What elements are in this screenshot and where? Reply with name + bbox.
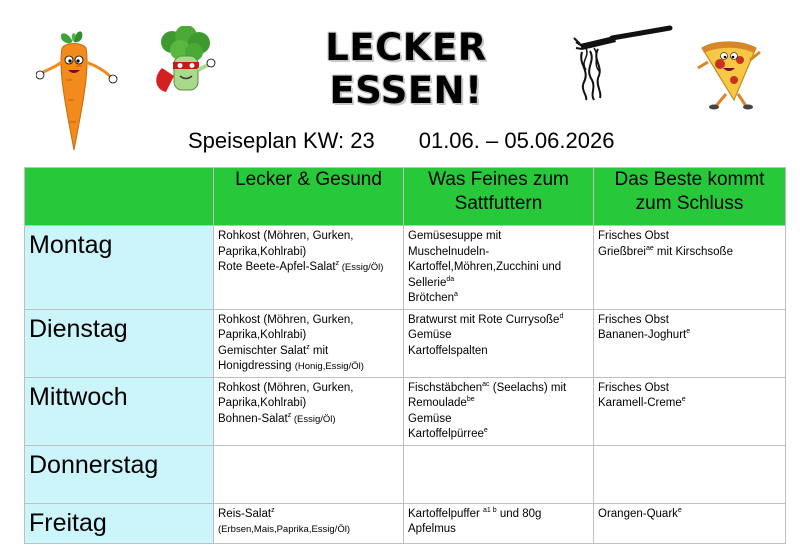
- menu-text: Frisches Obst: [598, 313, 669, 326]
- menu-cell-beste: [594, 309, 786, 377]
- menu-cell-lecker: [214, 377, 404, 445]
- allergen-code: a1 b: [483, 506, 497, 514]
- menu-line: [408, 344, 590, 360]
- menu-line: [218, 412, 400, 428]
- menu-text: Rohkost (Möhren, Gurken,: [218, 313, 354, 326]
- broccoli-superhero-icon: [152, 26, 218, 98]
- menu-text: Kartoffelpürree: [408, 428, 484, 440]
- menu-line: [218, 229, 400, 245]
- menu-cell-beste: [594, 226, 786, 310]
- menu-text: Gemüse: [408, 412, 452, 425]
- menu-line: [408, 291, 590, 307]
- header-cell-beste: Das Beste kommt zum Schluss: [594, 168, 786, 226]
- menu-cell-beste: [594, 377, 786, 445]
- menu-line: [598, 381, 782, 397]
- menu-text: Rohkost (Möhren, Gurken,: [218, 230, 354, 242]
- menu-line: [408, 396, 590, 412]
- page-header: [0, 0, 800, 160]
- table-row: [25, 226, 786, 310]
- menu-line: [598, 229, 782, 245]
- day-cell: Montag: [25, 226, 214, 310]
- allergen-code: d: [559, 312, 564, 320]
- menu-line: [218, 344, 400, 360]
- menu-text: Kartoffelpuffer: [408, 507, 484, 520]
- menu-line: [408, 412, 590, 428]
- day-cell: Mittwoch: [25, 377, 214, 445]
- header-cell-feines: Was Feines zum Sattfuttern: [404, 168, 594, 226]
- menu-text: Brötchen: [408, 292, 455, 304]
- allergen-code: z: [306, 343, 310, 351]
- menu-text: (Seelachs) mit: [489, 381, 567, 394]
- menu-text: Gemüse: [408, 329, 452, 341]
- menu-line: [218, 260, 400, 276]
- menu-cell-feines: [404, 377, 594, 445]
- allergen-code: ac: [482, 380, 490, 388]
- plan-subtitle: [188, 128, 614, 154]
- menu-line: [408, 245, 590, 261]
- pizza-mascot-icon: [694, 38, 764, 112]
- menu-text: Gemischter Salat: [218, 344, 307, 357]
- menu-text: Kartoffel,Möhren,Zucchini und: [408, 261, 562, 273]
- menu-text: Remoulade: [408, 397, 467, 409]
- menu-text: Frisches Obst: [598, 230, 669, 242]
- menu-line: [218, 507, 400, 523]
- menu-line: [408, 276, 590, 292]
- menu-text: Grießbrei: [598, 245, 646, 258]
- menu-line: [218, 381, 400, 397]
- fork-spaghetti-icon: [570, 24, 674, 102]
- menu-line: [598, 245, 782, 261]
- day-cell: Donnerstag: [25, 445, 214, 503]
- menu-text: mit: [309, 344, 329, 357]
- table-row: [25, 377, 786, 445]
- menu-text: Karamell-Creme: [598, 397, 682, 409]
- menu-text: Bratwurst mit Rote Currysoße: [408, 313, 560, 326]
- menu-text: Rohkost (Möhren, Gurken,: [218, 381, 354, 394]
- menu-cell-feines: [404, 309, 594, 377]
- menu-line: [408, 507, 590, 523]
- menu-line: [598, 328, 782, 344]
- allergen-code: z: [271, 506, 275, 514]
- menu-line: [218, 313, 400, 329]
- menu-text: Paprika,Kohlrabi): [218, 329, 307, 341]
- menu-text: Rote Beete-Apfel-Salat: [218, 261, 336, 273]
- menu-cell-lecker: [214, 445, 404, 503]
- menu-text: Reis-Salat: [218, 507, 272, 520]
- menu-text: Muschelnudeln-: [408, 245, 490, 258]
- menu-cell-beste: [594, 503, 786, 543]
- plan-week-label: Speiseplan KW: 23: [188, 128, 375, 153]
- allergen-code: ae: [645, 244, 654, 252]
- menu-line: [408, 522, 590, 538]
- day-cell: Dienstag: [25, 309, 214, 377]
- menu-note: (Erbsen,Mais,Paprika,Essig/Öl): [218, 524, 350, 535]
- allergen-code: da: [446, 275, 455, 283]
- menu-line: [218, 396, 400, 412]
- menu-text: mit Kirschsoße: [653, 245, 733, 258]
- menu-line: [598, 507, 782, 523]
- menu-line: [408, 229, 590, 245]
- menu-line: [408, 427, 590, 443]
- menu-table: [24, 167, 786, 544]
- allergen-code: e: [677, 506, 682, 514]
- menu-text: Kartoffelspalten: [408, 344, 488, 357]
- menu-text: Fischstäbchen: [408, 381, 483, 394]
- menu-line: [598, 396, 782, 412]
- table-row: [25, 445, 786, 503]
- header-cell-lecker: Lecker & Gesund: [214, 168, 404, 226]
- menu-text: Frisches Obst: [598, 381, 669, 394]
- menu-line: [218, 522, 400, 538]
- menu-cell-lecker: [214, 226, 404, 310]
- menu-cell-feines: [404, 445, 594, 503]
- menu-note: (Essig/Öl): [291, 413, 336, 425]
- menu-line: [408, 381, 590, 397]
- menu-cell-lecker: [214, 503, 404, 543]
- menu-text: Paprika,Kohlrabi): [218, 245, 307, 258]
- menu-text: Bohnen-Salat: [218, 412, 288, 425]
- menu-text: Gemüsesuppe mit: [408, 230, 502, 242]
- menu-text: Honigdressing: [218, 360, 295, 372]
- menu-text: Orangen-Quark: [598, 507, 678, 520]
- menu-text: Apfelmus: [408, 523, 456, 535]
- plan-date-range: 01.06. – 05.06.2026: [418, 128, 615, 153]
- day-cell: Freitag: [25, 503, 214, 543]
- allergen-code: e: [483, 427, 488, 435]
- allergen-code: be: [466, 396, 475, 404]
- menu-line: [408, 328, 590, 344]
- menu-text: und 80g: [496, 507, 542, 520]
- header-cell-empty: [25, 168, 214, 226]
- menu-line: [408, 313, 590, 329]
- table-row: [25, 503, 786, 543]
- menu-text: Sellerie: [408, 276, 447, 289]
- menu-cell-lecker: [214, 309, 404, 377]
- allergen-code: e: [681, 396, 686, 404]
- menu-cell-beste: [594, 445, 786, 503]
- menu-line: [218, 359, 400, 375]
- menu-text: Paprika,Kohlrabi): [218, 397, 307, 409]
- menu-line: [598, 313, 782, 329]
- menu-cell-feines: [404, 503, 594, 543]
- page-title: LECKER ESSEN!: [325, 26, 487, 112]
- menu-line: [408, 260, 590, 276]
- menu-line: [218, 328, 400, 344]
- menu-cell-feines: [404, 226, 594, 310]
- menu-text: Bananen-Joghurt: [598, 329, 687, 341]
- table-row: [25, 309, 786, 377]
- table-header-row: [25, 168, 786, 226]
- allergen-code: e: [686, 328, 691, 336]
- allergen-code: z: [287, 411, 292, 419]
- menu-line: [218, 245, 400, 261]
- menu-note: (Honig,Essig/Öl): [294, 361, 364, 372]
- carrot-mascot-icon: [36, 30, 120, 154]
- menu-note: (Essig/Öl): [339, 262, 384, 273]
- allergen-code: z: [335, 260, 340, 268]
- allergen-code: a: [454, 291, 458, 299]
